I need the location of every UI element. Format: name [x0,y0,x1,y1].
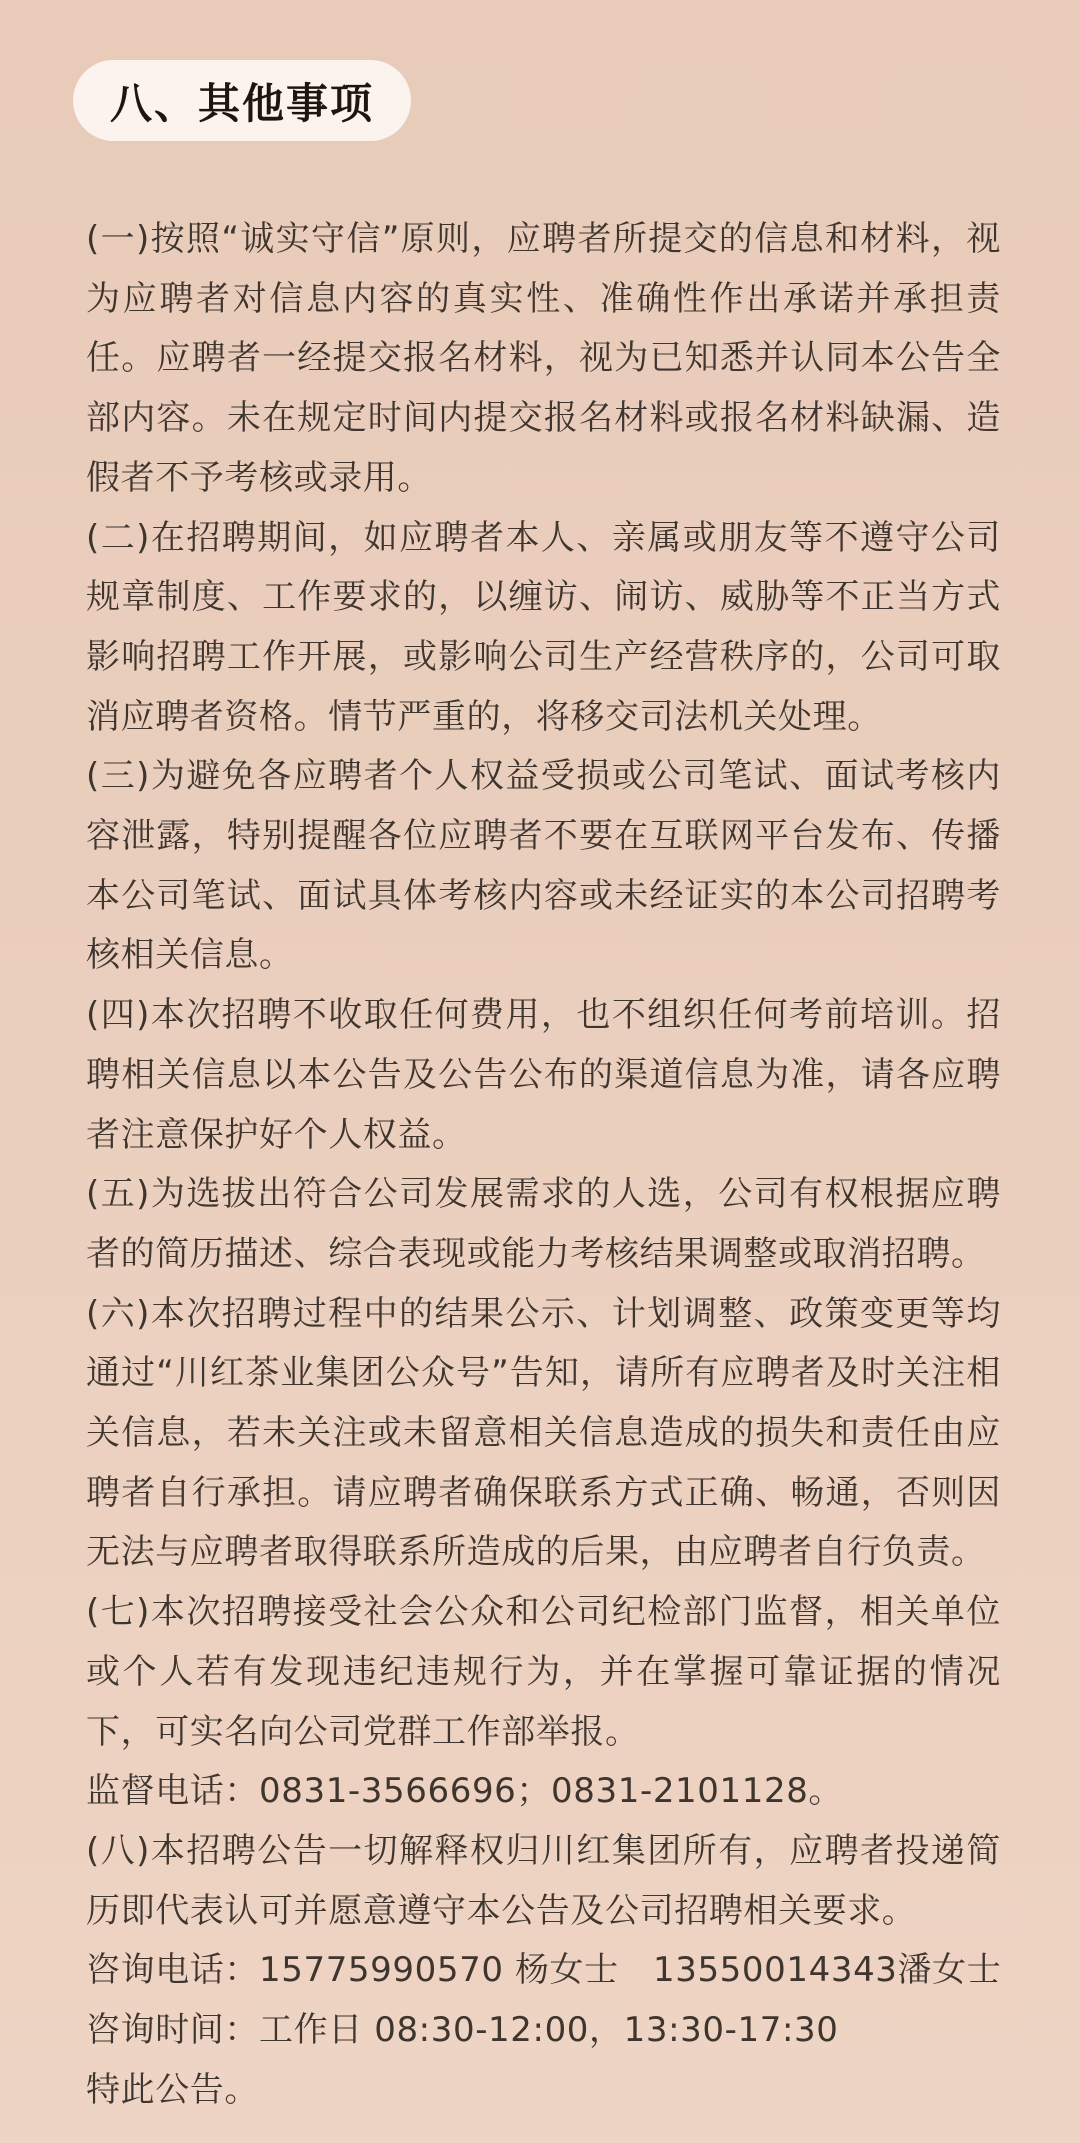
supervision-phone: 监督电话：0831-3566696；0831-2101128。 [86,1771,844,1812]
consult-time: 咨询时间：工作日 08:30-12:00，13:30-17:30 [86,2010,839,2051]
clause-4: (四)本次招聘不收取任何费用，也不组织任何考前培训。招聘相关信息以本公告及公告公布的渠道信息为准，请各应聘者注意保护好个人权益。 [86,995,1001,1155]
notice-body [86,210,1001,2121]
clause-7: (七)本次招聘接受社会公众和公司纪检部门监督，相关单位或个人若有发现违纪违规行为，并在掌握可靠证据的情况下，可实名向公司党群工作部举报。 [86,1592,1001,1752]
clause-5: (五)为选拔出符合公司发展需求的人选，公司有权根据应聘者的简历描述、综合表现或能力考核结果调整或取消招聘。 [86,1174,1001,1274]
clause-2: (二)在招聘期间，如应聘者本人、亲属或朋友等不遵守公司规章制度、工作要求的，以缠访、闹访、威胁等不正当方式影响招聘工作开展，或影响公司生产经营秩序的，公司可取消应聘者资格。情节严重的，将移交司法机关处理。 [86,517,1001,737]
consult-phone: 咨询电话：15775990570 杨女士 13550014343潘女士 [86,1950,1002,1991]
closing-statement: 特此公告。 [86,2069,259,2110]
section-title-pill [73,60,411,141]
clause-3: (三)为避免各应聘者个人权益受损或公司笔试、面试考核内容泄露，特别提醒各位应聘者不要在互联网平台发布、传播本公司笔试、面试具体考核内容或未经证实的本公司招聘考核相关信息。 [86,756,1001,976]
clause-1: (一)按照“诚实守信”原则，应聘者所提交的信息和材料，视为应聘者对信息内容的真实性、准确性作出承诺并承担责任。应聘者一经提交报名材料，视为已知悉并认同本公告全部内容。未在规定时间内提交报名材料或报名材料缺漏、造假者不予考核或录用。 [86,219,1001,498]
clause-8: (八)本招聘公告一切解释权归川红集团所有，应聘者投递简历即代表认可并愿意遵守本公告及公司招聘相关要求。 [86,1830,1001,1931]
clause-6: (六)本次招聘过程中的结果公示、计划调整、政策变更等均通过“川红茶业集团公众号”告知，请所有应聘者及时关注相关信息，若未关注或未留意相关信息造成的损失和责任由应聘者自行承担。请应聘者确保联系方式正确、畅通，否则因无法与应聘者取得联系所造成的后果，由应聘者自行负责。 [86,1293,1001,1573]
section-title: 八、其他事项 [109,78,374,128]
